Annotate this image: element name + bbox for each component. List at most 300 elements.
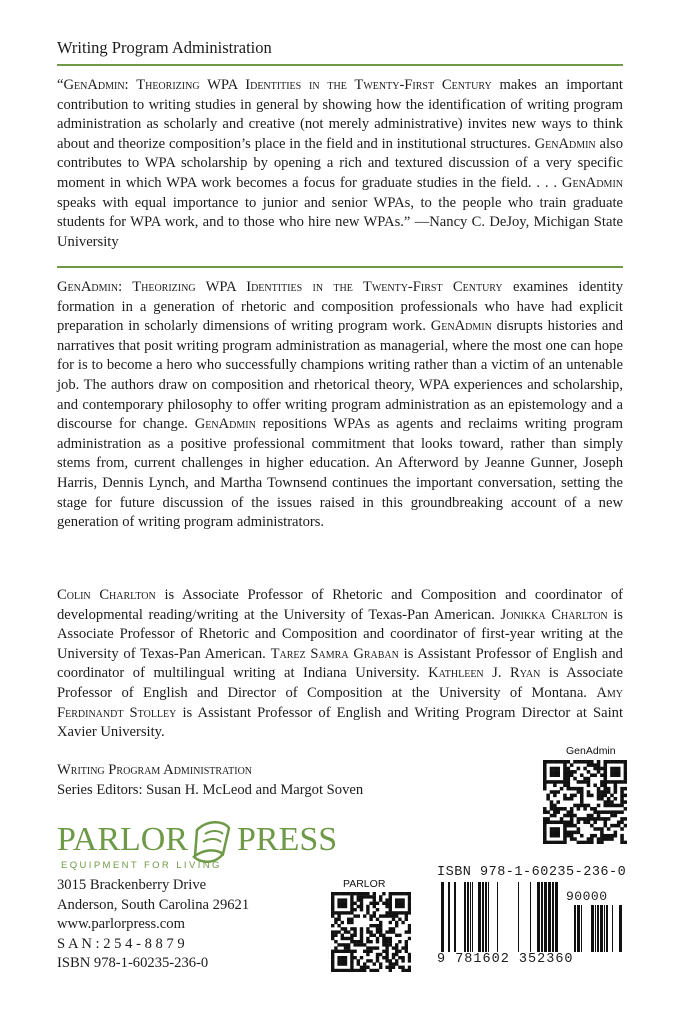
qr-module [603,784,607,788]
qr-module [543,831,547,835]
qr-module [590,841,594,844]
qr-module [369,918,372,921]
qr-module [376,930,379,933]
qr-module [567,780,571,784]
qr-module [563,831,567,835]
author-bio: is Associate Professor of English and Director of Composition at the University of Montana. [57,665,623,701]
qr-module [620,787,624,791]
qr-module [392,914,395,917]
qr-module [617,824,621,828]
qr-module [610,810,614,814]
qr-module [401,921,404,924]
qr-module [382,950,385,953]
qr-module [600,810,604,814]
qr-module [385,930,388,933]
barcode-bar [537,882,540,952]
qr-module [398,950,401,953]
qr-module [369,950,372,953]
qr-module [353,930,356,933]
qr-module [408,902,411,905]
publisher-isbn: ISBN 978-1-60235-236-0 [57,955,209,972]
series-info [57,760,363,800]
qr-module [553,767,557,771]
qr-module [550,807,554,811]
qr-module [357,898,360,901]
author-name: Colin Charlton [57,587,156,603]
description-text: disrupts histories and narratives that posit writing program administration as managerial, where the most one can hope for is to become a hero who successfully champions writing rather than a victim of an untenable job. The authors draw on composition and rhetorical theory, WPA experiences and scholarship, and contemporary philosophy to offer writing program administration as an epistemology and a discourse for change. [57,318,623,433]
qr-module [593,817,597,821]
qr-module [597,827,601,831]
qr-module [620,834,624,838]
qr-module [376,959,379,962]
qr-module [597,817,601,821]
barcode-bar [530,882,531,952]
qr-module [408,969,411,972]
qr-module [385,940,388,943]
qr-module [577,790,581,794]
qr-module [590,763,594,767]
qr-module [350,969,353,972]
qr-module [369,940,372,943]
barcode-bar [577,905,580,952]
qr-module [610,837,614,841]
qr-module [617,820,621,824]
qr-module [593,767,597,771]
qr-module [369,924,372,927]
barcode-main [437,882,562,952]
barcode-bar [472,882,473,952]
qr-module [392,918,395,921]
barcode-bar [448,882,450,952]
qr-module [353,892,356,895]
qr-module [617,773,621,777]
qr-module [607,780,611,784]
qr-module [341,937,344,940]
qr-module [597,814,601,818]
short-title: GenAdmin [561,174,623,191]
divider-top [57,64,623,66]
qr-module [603,824,607,828]
qr-module [597,787,601,791]
qr-module [363,966,366,969]
qr-module [360,902,363,905]
qr-module [385,902,388,905]
qr-module [366,895,369,898]
qr-module [360,966,363,969]
qr-module [553,807,557,811]
qr-module [353,950,356,953]
qr-module [379,927,382,930]
qr-module [341,905,344,908]
qr-module [563,824,567,828]
qr-module [395,911,398,914]
qr-module [379,930,382,933]
qr-module [331,911,334,914]
qr-module [614,767,618,771]
qr-module [385,911,388,914]
qr-module [366,946,369,949]
qr-module [341,911,344,914]
qr-module [379,921,382,924]
qr-module [334,946,337,949]
qr-module [567,777,571,781]
qr-module [373,946,376,949]
qr-module [563,763,567,767]
qr-module [620,804,624,808]
qr-module [617,770,621,774]
qr-module [620,790,624,794]
qr-module [350,962,353,965]
qr-module [614,810,618,814]
qr-module [600,784,604,788]
qr-module [546,760,550,764]
qr-module [379,924,382,927]
qr-module [620,797,624,801]
qr-module [350,940,353,943]
qr-module [620,841,624,844]
qr-module [373,892,376,895]
qr-module [563,777,567,781]
qr-module [331,908,334,911]
qr-module [331,924,334,927]
qr-module [556,810,560,814]
qr-module [401,911,404,914]
qr-module [560,807,564,811]
qr-module [577,760,581,764]
publisher-address [57,876,249,974]
qr-module [331,966,334,969]
qr-module [553,790,557,794]
qr-module [344,898,347,901]
qr-module [567,787,571,791]
qr-module [379,934,382,937]
qr-module [590,817,594,821]
qr-module [350,902,353,905]
qr-module [567,810,571,814]
barcode-bar [552,882,554,952]
review-text: also contributes to WPA scholarship by opening a rich and textured discussion of a very specific moment in which WPA work becomes a focus for graduate studies in the field. . . . [57,135,623,191]
qr-module [337,930,340,933]
qr-module [603,837,607,841]
qr-module [408,959,411,962]
qr-module [624,773,627,777]
qr-module [344,892,347,895]
qr-module [614,787,618,791]
qr-module [597,767,601,771]
barcode-bar [482,882,484,952]
qr-module [337,898,340,901]
qr-module [580,841,584,844]
qr-module [389,927,392,930]
qr-module [570,797,574,801]
qr-module [331,969,334,972]
qr-module [363,914,366,917]
qr-module [392,892,395,895]
qr-module [603,820,607,824]
qr-module [550,780,554,784]
qr-module [577,787,581,791]
qr-module [553,780,557,784]
qr-module [341,921,344,924]
qr-module [366,905,369,908]
qr-module [543,767,547,771]
qr-module [567,770,571,774]
qr-module [577,820,581,824]
qr-module [395,898,398,901]
qr-module [593,810,597,814]
qr-module [543,841,547,844]
qr-module [398,956,401,959]
qr-module [550,800,554,804]
qr-module [337,962,340,965]
qr-module [593,763,597,767]
qr-module [543,787,547,791]
qr-module [337,911,340,914]
qr-module [550,767,554,771]
author-name: Tarez Samra Graban [270,645,399,662]
qr-module [580,790,584,794]
qr-module [373,911,376,914]
qr-module [382,914,385,917]
qr-module [590,794,594,798]
qr-module [389,892,392,895]
qr-module [587,784,591,788]
qr-module [392,930,395,933]
qr-module [620,800,624,804]
qr-module [366,966,369,969]
qr-module [546,810,550,814]
qr-module [577,780,581,784]
review-text: speaks with equal importance to junior and senior WPAs, to the people who train graduate students for WPA work, and to those who hire new WPAs.” —Nancy C. DeJoy, Michigan State University [57,194,623,250]
qr-module [570,831,574,835]
qr-module [590,814,594,818]
qr-module [331,934,334,937]
qr-module [550,804,554,808]
barcode-bar [518,882,519,952]
qr-module [369,902,372,905]
barcode-bar [555,882,558,952]
qr-module [382,934,385,937]
qr-module [389,930,392,933]
qr-module [341,943,344,946]
qr-module [341,956,344,959]
qr-module [350,905,353,908]
qr-module [597,797,601,801]
qr-module [353,908,356,911]
qr-module [369,969,372,972]
qr-module [614,790,618,794]
logo-word-press: PRESS [237,821,338,858]
qr-module [395,905,398,908]
qr-module [389,911,392,914]
qr-module [331,937,334,940]
qr-module [570,807,574,811]
qr-module [401,946,404,949]
qr-module [389,895,392,898]
qr-module [341,927,344,930]
qr-module [563,797,567,801]
qr-module [389,898,392,901]
qr-module [543,763,547,767]
qr-module [369,914,372,917]
qr-module [556,767,560,771]
qr-module [376,927,379,930]
qr-module [389,940,392,943]
qr-module [337,905,340,908]
qr-module [607,817,611,821]
qr-module [398,911,401,914]
qr-module [570,763,574,767]
qr-module [624,770,627,774]
qr-module [395,959,398,962]
qr-module [334,934,337,937]
qr-module [373,895,376,898]
qr-module [563,814,567,818]
qr-module [556,841,560,844]
qr-module [363,895,366,898]
qr-module [366,927,369,930]
qr-module [570,770,574,774]
qr-module [408,924,411,927]
qr-module [373,902,376,905]
qr-module [344,905,347,908]
qr-module [341,959,344,962]
qr-caption-bottom: PARLOR [343,878,386,890]
qr-module [395,902,398,905]
qr-module [550,773,554,777]
qr-module [366,940,369,943]
qr-module [610,780,614,784]
qr-module [600,831,604,835]
qr-module [573,837,577,841]
qr-module [607,797,611,801]
running-header: Writing Program Administration [57,38,272,57]
qr-module [347,946,350,949]
qr-module [350,937,353,940]
qr-module [369,934,372,937]
review-blurb [57,76,623,252]
qr-module [376,956,379,959]
qr-module [593,807,597,811]
qr-module [553,804,557,808]
qr-module [543,824,547,828]
address-line: Anderson, South Carolina 29621 [57,896,250,913]
barcode-bar [619,905,622,952]
qr-module [360,927,363,930]
qr-module [379,914,382,917]
barcode-bar [591,905,594,952]
qr-module [556,820,560,824]
qr-module [331,959,334,962]
qr-module [382,892,385,895]
qr-module [344,950,347,953]
qr-module [553,810,557,814]
qr-module [614,780,618,784]
qr-module [597,804,601,808]
qr-module [337,943,340,946]
qr-module [401,966,404,969]
qr-module [603,780,607,784]
qr-module [347,930,350,933]
qr-module [366,930,369,933]
qr-module [401,898,404,901]
qr-module [379,953,382,956]
qr-module [600,797,604,801]
qr-module [570,773,574,777]
qr-module [583,777,587,781]
qr-module [337,892,340,895]
qr-module [607,834,611,838]
qr-module [583,841,587,844]
qr-module [603,804,607,808]
qr-module [347,950,350,953]
qr-module [600,817,604,821]
qr-module [614,834,618,838]
qr-module [546,797,550,801]
qr-module [580,760,584,764]
qr-module [350,908,353,911]
qr-module [546,794,550,798]
qr-module [353,940,356,943]
qr-module [341,969,344,972]
quote-mark: “ [57,77,64,93]
qr-module [357,943,360,946]
qr-module [563,827,567,831]
qr-module [395,924,398,927]
qr-module [570,820,574,824]
qr-module [408,895,411,898]
qr-module [543,777,547,781]
qr-module [331,905,334,908]
barcode-bar [597,905,599,952]
qr-module [624,824,627,828]
qr-module [563,820,567,824]
qr-module [570,824,574,828]
qr-module [570,787,574,791]
qr-module [593,773,597,777]
qr-module [553,784,557,788]
qr-module [382,940,385,943]
qr-module [553,770,557,774]
qr-module [408,956,411,959]
qr-module [408,966,411,969]
qr-module [600,841,604,844]
qr-module [624,807,627,811]
short-title: GenAdmin [534,135,596,152]
qr-module [590,837,594,841]
qr-module [614,804,618,808]
qr-module [603,773,607,777]
qr-module [607,787,611,791]
qr-module [587,817,591,821]
qr-module [567,824,571,828]
qr-module [573,824,577,828]
qr-module [373,898,376,901]
qr-module [603,763,607,767]
qr-module [363,969,366,972]
qr-module [573,770,577,774]
qr-module [350,959,353,962]
qr-module [556,780,560,784]
qr-module [401,969,404,972]
qr-module [366,892,369,895]
qr-module [610,760,614,764]
qr-module [382,956,385,959]
qr-module [567,834,571,838]
qr-module [408,905,411,908]
qr-module [543,807,547,811]
barcode-price [566,905,626,952]
